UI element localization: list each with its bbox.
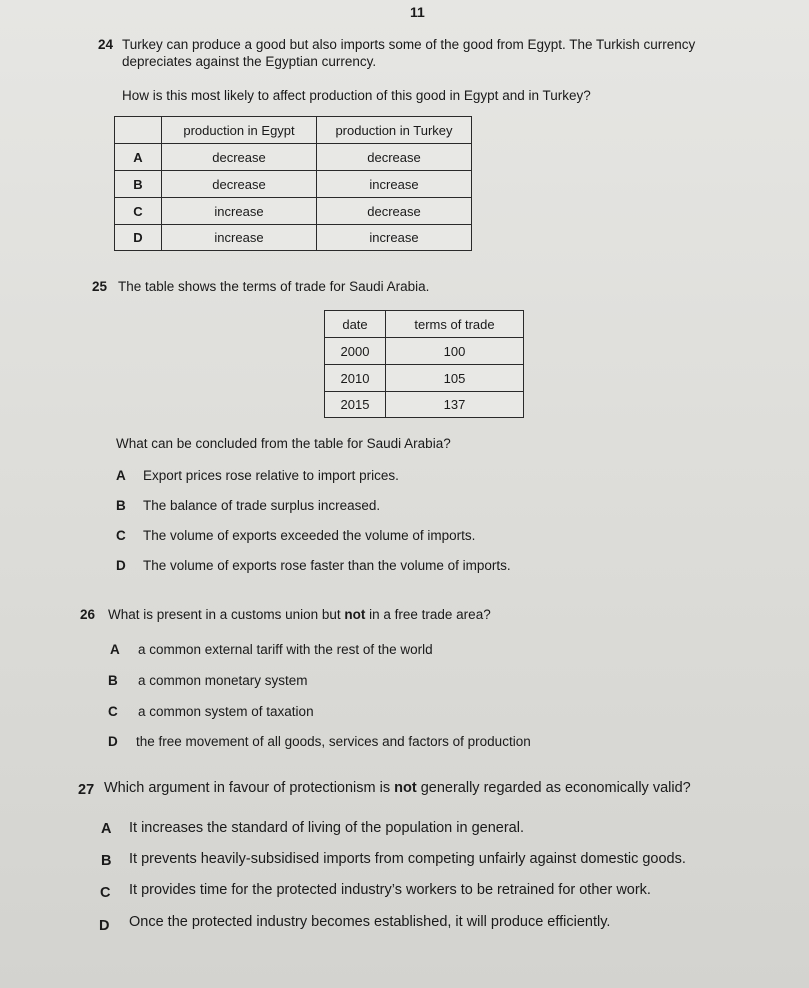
- table-cell: 105: [386, 365, 524, 392]
- question-number: 27: [78, 782, 95, 798]
- table-cell: 100: [386, 338, 524, 365]
- option-letter: B: [101, 853, 112, 869]
- option-text: It provides time for the protected industry’s workers to be retrained for other work.: [129, 882, 651, 898]
- row-label: C: [115, 198, 162, 225]
- question-prompt: How is this most likely to affect production of this good in Egypt and in Turkey?: [122, 88, 591, 103]
- table-row: [115, 198, 472, 225]
- table-cell: increase: [317, 171, 472, 198]
- question-text-post: generally regarded as economically valid?: [416, 780, 691, 796]
- option-letter: C: [100, 885, 111, 901]
- table-row: [325, 392, 524, 418]
- table-row: [115, 171, 472, 198]
- emphasis-not: not: [394, 780, 417, 796]
- table-header-cell: production in Turkey: [317, 117, 472, 144]
- question-number: 25: [92, 279, 108, 294]
- table-header-row: [325, 311, 524, 338]
- question-text-post: in a free trade area?: [365, 607, 491, 622]
- option-letter: B: [108, 673, 118, 688]
- option-letter: C: [108, 704, 118, 719]
- question-text-line: depreciates against the Egyptian currency.: [122, 54, 377, 69]
- table-row: [325, 338, 524, 365]
- table-cell: increase: [162, 225, 317, 251]
- question-prompt: [104, 780, 691, 796]
- table-row: [115, 225, 472, 251]
- question-number: 24: [98, 37, 114, 52]
- page-number: 11: [410, 4, 425, 20]
- terms-of-trade-table: [324, 310, 524, 418]
- table-cell: increase: [317, 225, 472, 251]
- option-letter: A: [110, 642, 120, 657]
- table-cell: 2010: [325, 365, 386, 392]
- question-number: 26: [80, 607, 96, 622]
- option-text: a common system of taxation: [138, 704, 314, 719]
- option-letter: B: [116, 498, 126, 513]
- question-text-line: Turkey can produce a good but also imports some of the good from Egypt. The Turkish currency: [122, 37, 696, 52]
- table-header-cell: [115, 117, 162, 144]
- option-text: a common monetary system: [138, 673, 308, 688]
- option-text: It prevents heavily-subsidised imports from competing unfairly against domestic goods.: [129, 851, 686, 867]
- option-text: The volume of exports rose faster than the volume of imports.: [143, 558, 511, 573]
- table-row: [325, 365, 524, 392]
- table-cell: 2000: [325, 338, 386, 365]
- table-cell: decrease: [317, 144, 472, 171]
- question-prompt: What can be concluded from the table for Saudi Arabia?: [116, 436, 451, 451]
- option-text: The balance of trade surplus increased.: [143, 498, 381, 513]
- question-prompt: [108, 607, 491, 622]
- question-text-pre: Which argument in favour of protectionism is: [104, 780, 395, 796]
- row-label: A: [115, 144, 162, 171]
- table-cell: decrease: [317, 198, 472, 225]
- table-header-cell: production in Egypt: [162, 117, 317, 144]
- table-cell: increase: [162, 198, 317, 225]
- table-header-row: [115, 117, 472, 144]
- emphasis-not: not: [344, 607, 366, 622]
- option-text: The volume of exports exceeded the volume of imports.: [143, 528, 476, 543]
- option-letter: D: [116, 558, 126, 573]
- question-text-pre: What is present in a customs union but: [108, 607, 345, 622]
- question-intro: The table shows the terms of trade for Saudi Arabia.: [118, 279, 430, 294]
- table-cell: decrease: [162, 171, 317, 198]
- option-letter: D: [99, 918, 110, 934]
- option-letter: A: [101, 821, 112, 837]
- option-text: Export prices rose relative to import prices.: [143, 468, 399, 483]
- option-text: Once the protected industry becomes established, it will produce efficiently.: [129, 914, 611, 930]
- option-letter: C: [116, 528, 126, 543]
- row-label: D: [115, 225, 162, 251]
- table-header-cell: terms of trade: [386, 311, 524, 338]
- table-row: [115, 144, 472, 171]
- option-text: a common external tariff with the rest of the world: [138, 642, 433, 657]
- option-letter: A: [116, 468, 126, 483]
- table-cell: decrease: [162, 144, 317, 171]
- table-cell: 2015: [325, 392, 386, 418]
- option-letter: D: [108, 734, 118, 749]
- q24-table: [114, 116, 472, 251]
- table-cell: 137: [386, 392, 524, 418]
- option-text: the free movement of all goods, services and factors of production: [136, 734, 531, 749]
- option-text: It increases the standard of living of the population in general.: [129, 820, 524, 836]
- row-label: B: [115, 171, 162, 198]
- table-header-cell: date: [325, 311, 386, 338]
